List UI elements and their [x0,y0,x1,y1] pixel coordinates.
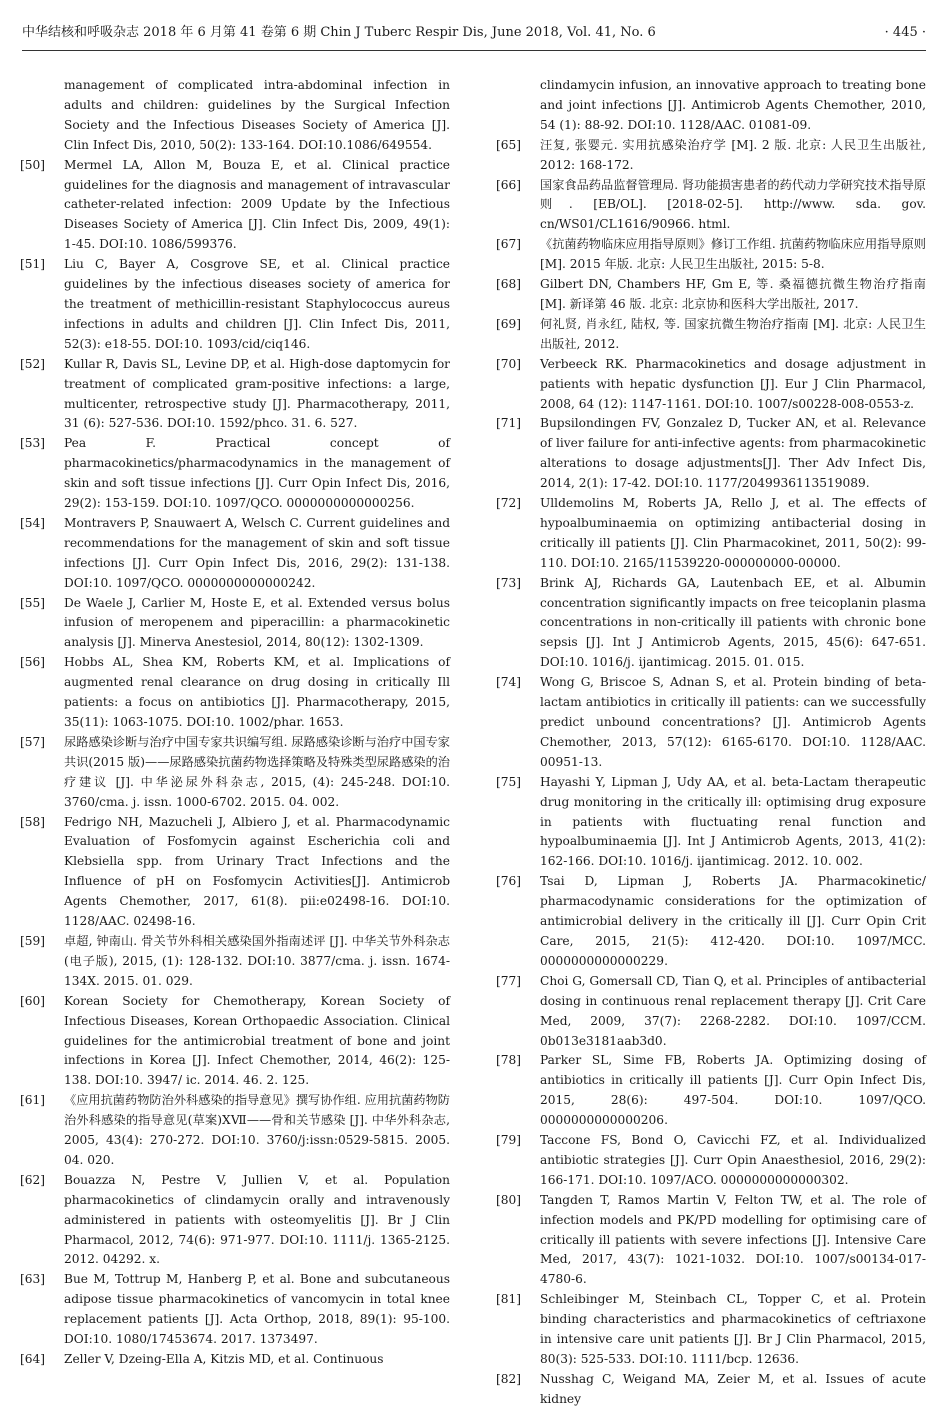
reference-text: Kullar R, Davis SL, Levine DP, et al. High-dose daptomycin for treatment of complicated gram-positive infections: a large, multicenter, retrospective study [J]. Pharmacotherapy, 2011, 31 (6): 527-536. DOI:10. 1592/phco. 31. 6. 527. [64,356,450,431]
reference-text: Gilbert DN, Chambers HF, Gm E, 等. 桑福德抗微生物治疗指南 [M]. 新译第 46 版. 北京: 北京协和医科大学出版社, 2017. [540,277,926,311]
reference-text: Mermel LA, Allon M, Bouza E, et al. Clinical practice guidelines for the diagnosis and management of intravascular catheter-related infection: 2009 Update by the Infectious Diseases Society of America [J]. Clin Infect Dis, 2009, 49(1): 1-45. DOI:10. 1086/599376. [64,157,450,252]
reference-text: clindamycin infusion, an innovative approach to treating bone and joint infections [J]. Antimicrob Agents Chemother, 2010, 54 (1): 88-92. DOI:10. 1128/AAC. 01081-09. [540,78,926,132]
reference-number: [79] [496,1133,522,1148]
reference-entry [20,1270,450,1350]
reference-text: Montravers P, Snauwaert A, Welsch C. Current guidelines and recommendations for the management of skin and soft tissue infections [J]. Curr Opin Infect Dis, 2016, 29(2): 131-138. DOI:10. 1097/QCO. 0000000000000242. [64,515,450,590]
reference-entry [496,972,926,1052]
reference-text: Bue M, Tottrup M, Hanberg P, et al. Bone and subcutaneous adipose tissue pharmacokinetics of vancomycin in total knee replacement patients [J]. Acta Orthop, 2018, 89(1): 95-100. DOI:10. 1080/17453674. 2017. 1373497. [64,1272,450,1347]
reference-number: [71] [496,416,522,431]
reference-number: [68] [496,277,522,292]
reference-text: Tsai D, Lipman J, Roberts JA. Pharmacokinetic/ pharmacodynamic considerations for the optimization of antimicrobial delivery in the critically ill [J]. Curr Opin Crit Care, 2015, 21(5): 412-420. DOI:10. 1097/MCC. 0000000000000229. [540,874,926,968]
page-number: · 445 · [884,25,926,40]
reference-entry [20,992,450,1092]
reference-text: Parker SL, Sime FB, Roberts JA. Optimizing dosing of antibiotics in critically ill patients [J]. Curr Opin Infect Dis, 2015, 28(6): 497-504. DOI:10. 1097/QCO. 0000000000000206. [540,1053,926,1128]
reference-entry [496,1131,926,1191]
reference-number: [81] [496,1292,522,1307]
reference-text: 汪复, 张婴元. 实用抗感染治疗学 [M]. 2 版. 北京: 人民卫生出版社, 2012: 168-172. [540,137,926,172]
reference-text: Hayashi Y, Lipman J, Udy AA, et al. beta-Lactam therapeutic drug monitoring in the critically ill: optimising drug exposure in patients with fluctuating renal function and hypoalbuminaemia [J]. Int J Antimicrob Agents, 2013, 41(2): 162-166. DOI:10. 1016/j. ijantimicag. 2012. 10. 002. [540,774,926,869]
reference-text: 《应用抗菌药物防治外科感染的指导意见》撰写协作组. 应用抗菌药物防治外科感染的指导意见(草案)XⅦ——骨和关节感染 [J]. 中华外科杂志, 2005, 43(4): 270-272. DOI:10. 3760/j:issn:0529-5815. 2005. 04. 020. [64,1093,450,1167]
reference-entry [496,1290,926,1370]
reference-entry [20,813,450,932]
reference-number: [62] [20,1172,46,1187]
reference-text: 尿路感染诊断与治疗中国专家共识编写组. 尿路感染诊断与治疗中国专家共识(2015 版)——尿路感染抗菌药物选择策略及特殊类型尿路感染的治疗建议 [J]. 中华泌尿外科杂志, 2015, (4): 245-248. DOI:10. 3760/cma. j. issn. 1000-6702. 2015. 04. 002. [64,734,450,809]
reference-number: [57] [20,734,46,749]
reference-text: Pea F. Practical concept of pharmacokinetics/pharmacodynamics in the management of skin and soft tissue infections [J]. Curr Opin Infect Dis, 2016, 29(2): 153-159. DOI:10. 1097/QCO. 0000000000000256. [64,436,450,511]
reference-text: Bupsilondingen FV, Gonzalez D, Tucker AN, et al. Relevance of liver failure for anti-infective agents: from pharmacokinetic alterations to dosage adjustments[J]. Ther Adv Infect Dis, 2014, 2(1): 17-42. DOI:10. 1177/2049936113519089. [540,416,926,491]
reference-entry [20,434,450,514]
reference-text: Choi G, Gomersall CD, Tian Q, et al. Principles of antibacterial dosing in continuous renal replacement therapy [J]. Crit Care Med, 2009, 37(7): 2268-2282. DOI:10. 1097/CCM. 0b013e3181aab3d0. [540,973,926,1048]
reference-entry [496,773,926,873]
reference-text: 何礼贤, 肖永红, 陆权, 等. 国家抗微生物治疗指南 [M]. 北京: 人民卫生出版社, 2012. [540,316,926,351]
reference-entry [496,76,926,136]
reference-text: Nusshag C, Weigand MA, Zeier M, et al. Issues of acute kidney [540,1371,926,1406]
reference-entry [20,76,450,156]
journal-citation-header: 中华结核和呼吸杂志 2018 年 6 月第 41 卷第 6 期 Chin J Tuberc Respir Dis, June 2018, Vol. 41, No. 6 [22,25,656,40]
reference-text: Liu C, Bayer A, Cosgrove SE, et al. Clinical practice guidelines by the infectious diseases society of america for the treatment of methicillin-resistant Staphylococcus aureus infections in adults and children [J]. Clin Infect Dis, 2011, 52(3): e18-55. DOI:10. 1093/cid/ciq146. [64,257,450,351]
reference-number: [80] [496,1192,522,1207]
reference-text: Hobbs AL, Shea KM, Roberts KM, et al. Implications of augmented renal clearance on drug dosing in critically Ill patients: a focus on antibiotics [J]. Pharmacotherapy, 2015, 35(11): 1063-1075. DOI:10. 1002/phar. 1653. [64,655,450,729]
reference-entry [496,275,926,315]
reference-number: [76] [496,874,522,889]
reference-number: [73] [496,575,522,590]
reference-number: [63] [20,1272,46,1287]
reference-entry [20,733,450,813]
reference-entry [20,156,450,256]
reference-number: [77] [496,973,522,988]
reference-text: Korean Society for Chemotherapy, Korean Society of Infectious Diseases, Korean Orthopaedic Association. Clinical guidelines for the antimicrobial treatment of bone and joint infections in Korea [J]. Infect Chemother, 2014, 46(2): 125-138. DOI:10. 3947/ ic. 2014. 46. 2. 125. [64,993,450,1088]
reference-text: Ulldemolins M, Roberts JA, Rello J, et al. The effects of hypoalbuminaemia on optimizing antibacterial dosing in critically ill patients [J]. Clin Pharmacokinet, 2011, 50(2): 99-110. DOI:10. 2165/11539220-000000000-00000. [540,496,926,570]
reference-entry [20,514,450,594]
reference-number: [74] [496,675,522,690]
reference-entry [20,355,450,435]
reference-text: De Waele J, Carlier M, Hoste E, et al. Extended versus bolus infusion of meropenem and piperacillin: a pharmacokinetic analysis [J]. Minerva Anestesiol, 2014, 80(12): 1302-1309. [64,595,450,650]
reference-number: [75] [496,774,522,789]
reference-entry [496,414,926,494]
reference-text: Schleibinger M, Steinbach CL, Topper C, et al. Protein binding characteristics and pharmacokinetics of ceftriaxone in intensive care unit patients [J]. Br J Clin Pharmacol, 2015, 80(3): 525-533. DOI:10. 1111/bcp. 12636. [540,1292,926,1366]
reference-number: [50] [20,157,46,172]
reference-number: [55] [20,595,46,610]
reference-text: 卓超, 钟南山. 骨关节外科相关感染国外指南述评 [J]. 中华关节外科杂志(电子版), 2015, (1): 128-132. DOI:10. 3877/cma. j. issn. 1674-134X. 2015. 01. 029. [64,933,450,988]
reference-entry [496,872,926,972]
left-column [20,76,450,1370]
reference-entry [20,594,450,654]
reference-text: Fedrigo NH, Mazucheli J, Albiero J, et al. Pharmacodynamic Evaluation of Fosfomycin against Escherichia coli and Klebsiella spp. from Urinary Tract Infections and the Influence of pH on Fosfomycin Activities[J]. Antimicrob Agents Chemother, 2017, 61(8). pii:e02498-16. DOI:10. 1128/AAC. 02498-16. [64,814,450,929]
reference-number: [72] [496,496,522,511]
reference-entry [496,1370,926,1410]
reference-text: Brink AJ, Richards GA, Lautenbach EE, et al. Albumin concentration significantly impacts on free teicoplanin plasma concentrations in non-critically ill patients with chronic bone sepsis [J]. Int J Antimicrob Agents, 2015, 45(6): 647-651. DOI:10. 1016/j. ijantimicag. 2015. 01. 015. [540,575,926,670]
reference-entry [496,673,926,773]
reference-number: [54] [20,515,46,530]
running-header [22,16,926,51]
reference-number: [64] [20,1352,46,1366]
reference-entry [496,1051,926,1131]
reference-number: [78] [496,1053,522,1068]
reference-number: [58] [20,814,46,829]
reference-entry [496,136,926,176]
reference-entry [496,574,926,674]
reference-number: [60] [20,993,46,1008]
reference-text: Wong G, Briscoe S, Adnan S, et al. Protein binding of beta-lactam antibiotics in critically ill patients: can we successfully predict unbound concentrations? [J]. Antimicrob Agents Chemother, 2013, 57(12): 6165-6170. DOI:10. 1128/AAC. 00951-13. [540,675,926,769]
reference-entry [20,932,450,992]
reference-text: Verbeeck RK. Pharmacokinetics and dosage adjustment in patients with hepatic dysfunction [J]. Eur J Clin Pharmacol, 2008, 64 (12): 1147-1161. DOI:10. 1007/s00228-008-0553-z. [540,356,926,411]
right-column [496,76,926,1410]
reference-entry [496,176,926,236]
reference-number: [61] [20,1093,46,1108]
reference-entry [496,315,926,355]
reference-entry [496,494,926,574]
reference-number: [65] [496,137,522,152]
reference-entry [20,1171,450,1271]
reference-entry [20,255,450,355]
reference-entry [496,235,926,275]
reference-text: Taccone FS, Bond O, Cavicchi FZ, et al. Individualized antibiotic strategies [J]. Curr Opin Anaesthesiol, 2016, 29(2): 166-171. DOI:10. 1097/ACO. 0000000000000302. [540,1133,926,1187]
reference-text: 《抗菌药物临床应用指导原则》修订工作组. 抗菌药物临床应用指导原则 [M]. 2015 年版. 北京: 人民卫生出版社, 2015: 5-8. [540,237,926,272]
reference-number: [66] [496,177,522,192]
reference-number: [53] [20,436,46,451]
reference-entry [20,1350,450,1370]
reference-number: [67] [496,237,522,252]
reference-text: Tangden T, Ramos Martin V, Felton TW, et al. The role of infection models and PK/PD modelling for optimising care of critically ill patients with severe infections [J]. Intensive Care Med, 2017, 43(7): 1021-1032. DOI:10. 1007/s00134-017-4780-6. [540,1192,926,1287]
reference-entry [496,355,926,415]
reference-text: management of complicated intra-abdominal infection in adults and children: guidelines by the Surgical Infection Society and the Infectious Diseases Society of America [J]. Clin Infect Dis, 2010, 50(2): 133-164. DOI:10.1086/649554. [64,78,450,152]
reference-text: 国家食品药品监督管理局. 肾功能损害患者的药代动力学研究技术指导原则. [EB/OL]. [2018-02-5]. http://www. sda. gov. cn/WS01/CL1616/90966. html. [540,177,926,232]
reference-text: Bouazza N, Pestre V, Jullien V, et al. Population pharmacokinetics of clindamycin orally and intravenously administered in patients with osteomyelitis [J]. Br J Clin Pharmacol, 2012, 74(6): 971-977. DOI:10. 1111/j. 1365-2125. 2012. 04292. x. [64,1172,450,1267]
reference-number: [82] [496,1371,522,1386]
reference-number: [52] [20,356,46,371]
reference-entry [496,1191,926,1291]
reference-text: Zeller V, Dzeing-Ella A, Kitzis MD, et al. Continuous [64,1352,384,1366]
reference-number: [56] [20,655,46,670]
reference-number: [59] [20,933,46,948]
reference-number: [51] [20,257,46,272]
reference-entry [20,653,450,733]
reference-entry [20,1091,450,1171]
reference-number: [69] [496,316,522,331]
reference-number: [70] [496,356,522,371]
